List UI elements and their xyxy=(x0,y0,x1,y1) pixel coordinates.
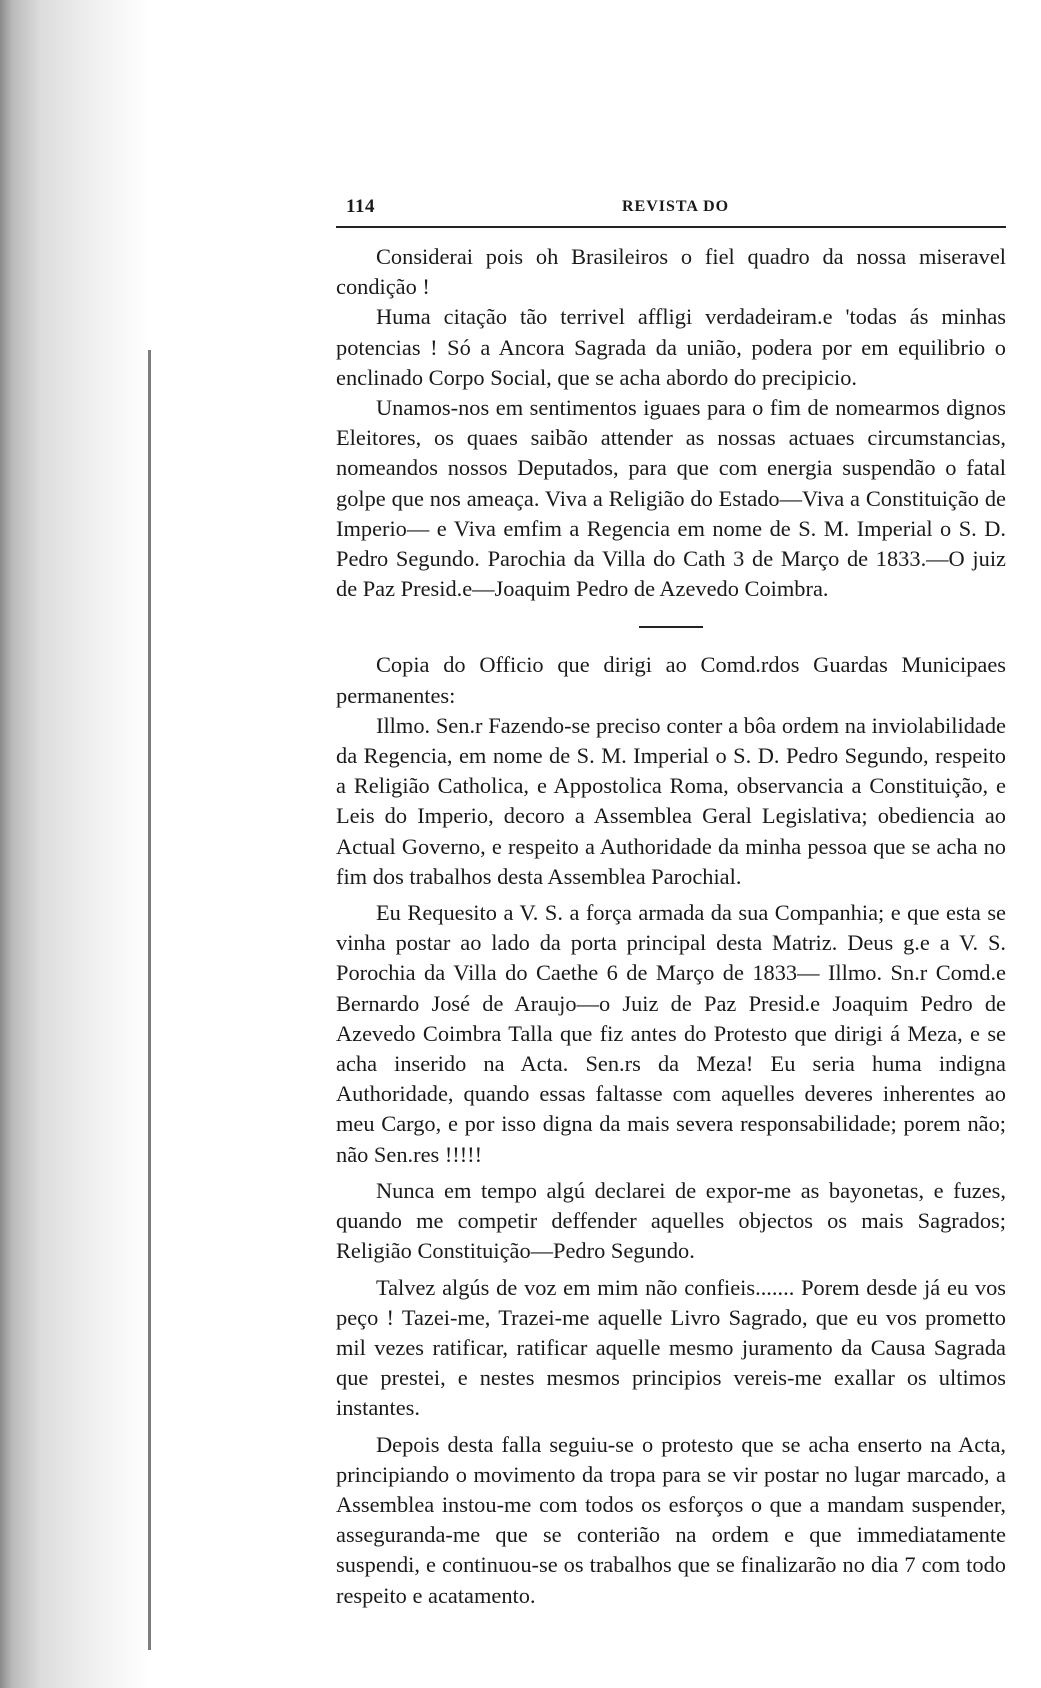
paragraph: Considerai pois oh Brasileiros o fiel quadro da nossa miseravel condição ! xyxy=(336,244,1006,300)
book-spine-edge xyxy=(148,350,151,1650)
paragraph: Copia do Officio que dirigi ao Comd.rdos Guardas Municipaes permanentes: xyxy=(336,652,1006,708)
paragraph: Illmo. Sen.r Fazendo-se preciso conter a bôa ordem na inviolabilidade da Regencia, em nome de S. M. Imperial o S. D. Pedro Segundo, respeito a Religião Catholica, e Appostolica Roma, observancia a Constituição, e Leis do Imperio, decoro a Assemblea Geral Legislativa; obediencia ao Actual Governo, e respeito a Authoridade da minha pessoa que se acha no fim dos trabalhos desta Assemblea Parochial. xyxy=(336,712,1006,889)
document-page xyxy=(336,196,1006,1646)
paragraph: Depois desta falla seguiu-se o protesto que se acha enserto na Acta, principiando o movimento da tropa para se vir postar no lugar marcado, a Assemblea instou-me com todos os esforços o que a mandam suspender, asseguranda-me que se conterião na ordem e que immediatamente suspendi, e continuou-se os trabalhos que se finalizarão no dia 7 com todo respeito e acatamento. xyxy=(336,1431,1006,1608)
section-divider xyxy=(639,626,703,628)
running-head: REVISTA DO xyxy=(622,198,730,215)
paragraph: Unamos-nos em sentimentos iguaes para o fim de nomearmos dignos Eleitores, os quaes saibão attender as nossas actuaes circumstancias, nomeandos nossos Deputados, para que com energia suspendão o fatal golpe que nos ameaça. Viva a Religião do Estado—Viva a Constituição de Imperio— e Viva emfim a Regencia em nome de S. M. Imperial o S. D. Pedro Segundo. Parochia da Villa do Cath 3 de Março de 1833.—O juiz de Paz Presid.e—Joaquim Pedro de Azevedo Coimbra. xyxy=(336,395,1006,602)
page-header xyxy=(336,196,1006,220)
page-gutter-shadow xyxy=(0,0,150,1688)
paragraph: Talvez algús de voz em mim não confieis....... Porem desde já eu vos peço ! Tazei-me, Trazei-me aquelle Livro Sagrado, que eu vos prometto mil vezes ratificar, ratificar aquelle mesmo juramento da Causa Sagrada que prestei, e nestes mesmos principios vereis-me exallar os ultimos instantes. xyxy=(336,1274,1006,1421)
paragraph: Huma citação tão terrivel affligi verdadeiram.e 'todas ás minhas potencias ! Só a Ancora Sagrada da união, podera por em equilibrio o enclinado Corpo Social, que se acha abordo do precipicio. xyxy=(336,304,1006,390)
header-rule xyxy=(336,226,1006,228)
paragraph: Eu Requesito a V. S. a força armada da sua Companhia; e que esta se vinha postar ao lado da porta principal desta Matriz. Deus g.e a V. S. Porochia da Villa do Caethe 6 de Março de 1833— Illmo. Sn.r Comd.e Bernardo José de Araujo—o Juiz de Paz Presid.e Joaquim Pedro de Azevedo Coimbra Talla que fiz antes do Protesto que dirigi á Meza, e se acha inserido na Acta. Sen.rs da Meza! Eu seria huma indigna Authoridade, quando essas faltasse com aquelles deveres inherentes ao meu Cargo, e por isso digna da mais severa responsabilidade; porem não; não Sen.res !!!!! xyxy=(336,900,1006,1167)
page-number: 114 xyxy=(346,196,375,217)
paragraph: Nunca em tempo algú declarei de expor-me as bayonetas, e fuzes, quando me competir deffender aquelles objectos os mais Sagrados; Religião Constituição—Pedro Segundo. xyxy=(336,1177,1006,1264)
document-body xyxy=(336,242,1006,1611)
